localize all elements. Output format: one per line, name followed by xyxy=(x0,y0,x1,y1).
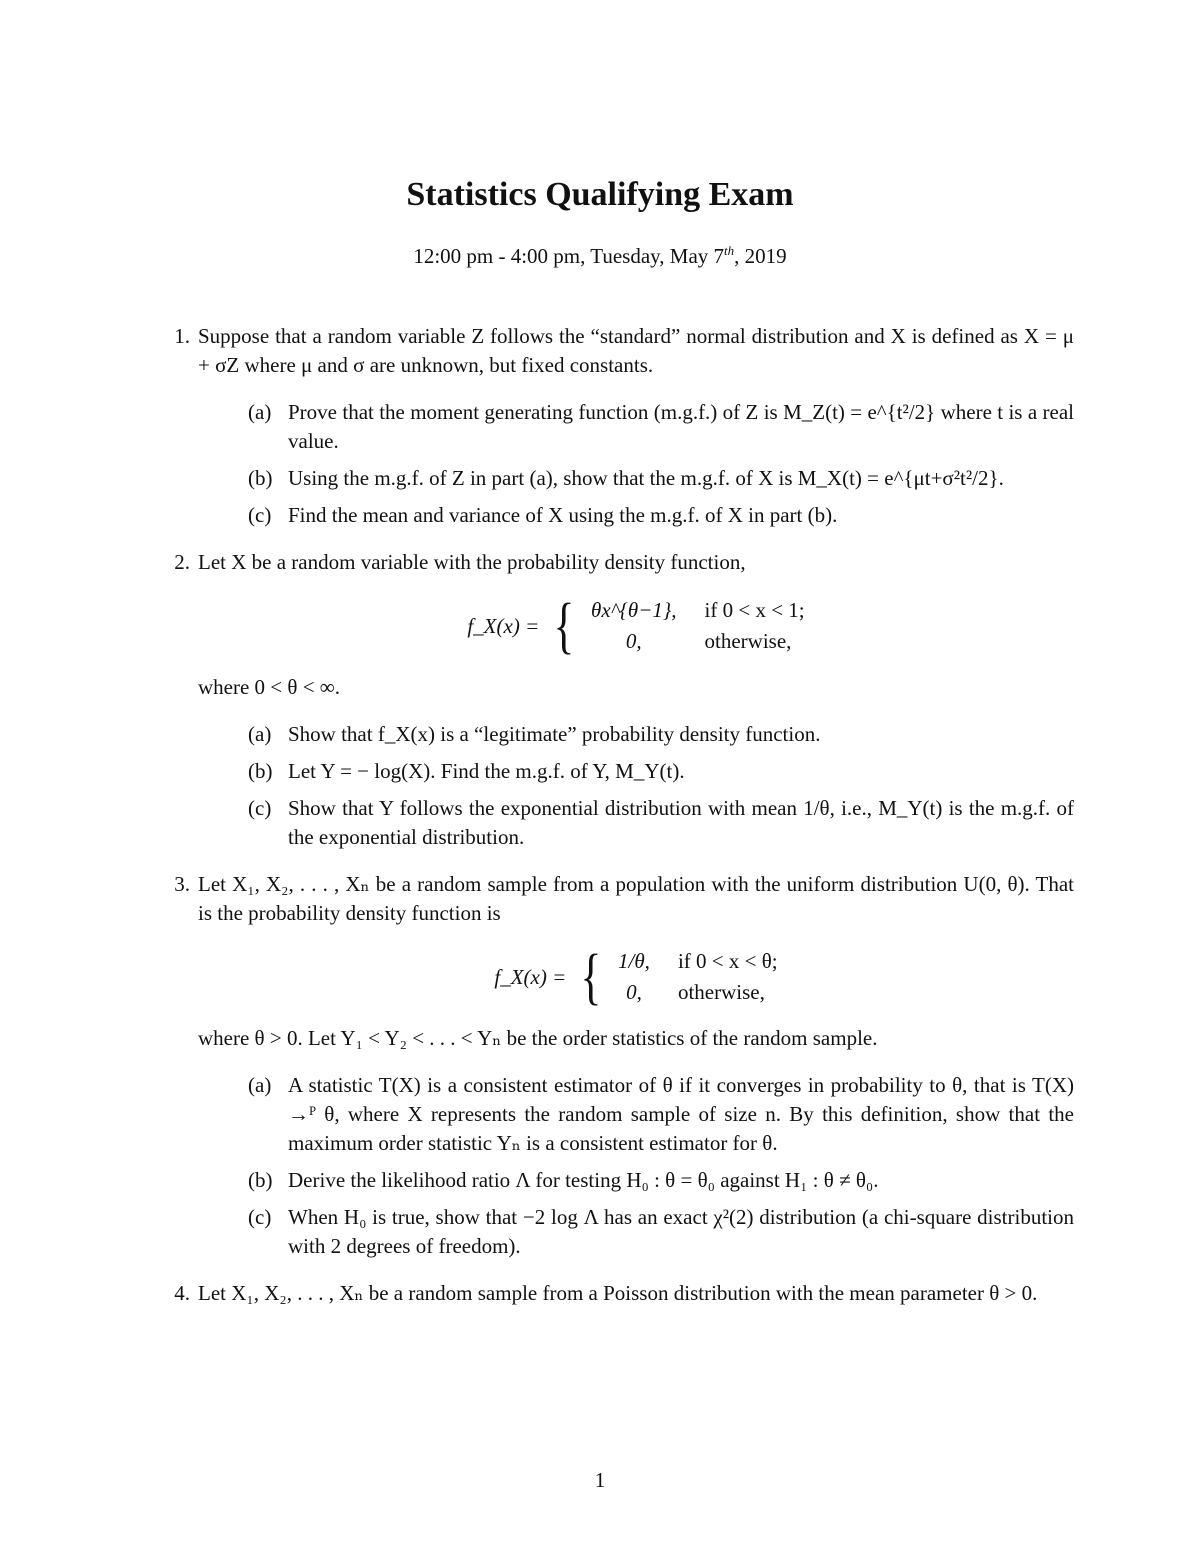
part-label: (c) xyxy=(248,796,272,820)
cases-brace: { xyxy=(580,943,602,1011)
part-label: (a) xyxy=(248,722,272,746)
formula-note: where 0 < θ < ∞. xyxy=(198,675,341,699)
density-formula xyxy=(198,943,1074,1011)
problem-text: Let X be a random variable with the probability density function, xyxy=(198,550,746,574)
part-text: A statistic T(X) is a consistent estimator of θ if it converges in probability to θ, that is T(X) →ᴾ θ, where X represents the random sample of size n. By this definition, show that the maximum order statistic Yₙ is a consistent estimator for θ. xyxy=(288,1073,1074,1155)
page-number: 1 xyxy=(594,1468,606,1492)
formula-lhs: f_X(x) = xyxy=(467,613,540,638)
problem-list xyxy=(160,322,1074,1326)
problem-part xyxy=(248,1071,1074,1158)
problem-part xyxy=(248,1166,1074,1195)
problem-part xyxy=(248,794,1074,852)
problem-part xyxy=(248,720,1074,749)
exam-time-text: 12:00 pm - 4:00 pm, Tuesday, May 7 xyxy=(413,244,725,268)
part-label: (a) xyxy=(248,1073,272,1097)
part-text: Show that f_X(x) is a “legitimate” probability density function. xyxy=(288,722,821,746)
problem-number: 3. xyxy=(174,872,190,896)
case-condition: if 0 < x < θ; xyxy=(677,949,778,973)
part-label: (b) xyxy=(248,759,273,783)
exam-year: , 2019 xyxy=(734,244,787,268)
date-suffix: th xyxy=(724,243,735,258)
problem-part xyxy=(248,757,1074,786)
case-condition: otherwise, xyxy=(677,980,765,1004)
exam-time xyxy=(0,242,1200,271)
problem-part xyxy=(248,1203,1074,1261)
formula-cases xyxy=(618,947,778,1007)
problem-part xyxy=(248,501,1074,530)
problem-text: Let X₁, X₂, . . . , Xₙ be a random sample from a population with the uniform distribution U(0, θ). That is the probability density function is xyxy=(198,872,1074,925)
cases-brace: { xyxy=(553,592,575,660)
page-title: Statistics Qualifying Exam xyxy=(406,176,794,213)
part-label: (c) xyxy=(248,1205,272,1229)
case-value: 1/θ, xyxy=(618,949,650,973)
case-condition: if 0 < x < 1; xyxy=(704,598,805,622)
problem-parts xyxy=(198,398,1074,530)
density-formula xyxy=(198,592,1074,660)
problem-parts xyxy=(198,720,1074,852)
problem-parts xyxy=(198,1071,1074,1261)
part-text: Using the m.g.f. of Z in part (a), show that the m.g.f. of X is M_X(t) = e^{μt+σ²t²/2}. xyxy=(288,466,1004,490)
problem-part xyxy=(248,398,1074,456)
problem-4 xyxy=(160,1279,1074,1308)
part-text: Let Y = − log(X). Find the m.g.f. of Y, M_Y(t). xyxy=(288,759,685,783)
case-value: 0, xyxy=(626,980,642,1004)
formula-cases xyxy=(591,596,805,656)
problem-1 xyxy=(160,322,1074,530)
part-text: When H₀ is true, show that −2 log Λ has an exact χ²(2) distribution (a chi-square distribution with 2 degrees of freedom). xyxy=(288,1205,1074,1258)
case-value: θx^{θ−1}, xyxy=(591,598,677,622)
part-label: (a) xyxy=(248,400,272,424)
case-value: 0, xyxy=(625,629,642,653)
case-condition: otherwise, xyxy=(704,629,792,653)
part-text: Prove that the moment generating function (m.g.f.) of Z is M_Z(t) = e^{t²/2} where t is a real value. xyxy=(288,400,1074,453)
formula-note: where θ > 0. Let Y₁ < Y₂ < . . . < Yₙ be the order statistics of the random sample. xyxy=(198,1026,878,1050)
problem-text: Suppose that a random variable Z follows the “standard” normal distribution and X is defined as X = μ + σZ where μ and σ are unknown, but fixed constants. xyxy=(198,324,1074,377)
part-label: (b) xyxy=(248,1168,273,1192)
problem-part xyxy=(248,464,1074,493)
problem-number: 1. xyxy=(174,324,190,348)
formula-lhs: f_X(x) = xyxy=(494,964,567,989)
part-label: (c) xyxy=(248,503,272,527)
part-text: Derive the likelihood ratio Λ for testing H₀ : θ = θ₀ against H₁ : θ ≠ θ₀. xyxy=(288,1168,879,1192)
part-label: (b) xyxy=(248,466,273,490)
problem-text: Let X₁, X₂, . . . , Xₙ be a random sample from a Poisson distribution with the mean parameter θ > 0. xyxy=(198,1281,1038,1305)
part-text: Show that Y follows the exponential distribution with mean 1/θ, i.e., M_Y(t) is the m.g.f. of the exponential distribution. xyxy=(288,796,1074,849)
part-text: Find the mean and variance of X using the m.g.f. of X in part (b). xyxy=(288,503,838,527)
problem-number: 2. xyxy=(174,550,190,574)
problem-number: 4. xyxy=(174,1281,190,1305)
problem-3 xyxy=(160,870,1074,1261)
problem-2 xyxy=(160,548,1074,852)
